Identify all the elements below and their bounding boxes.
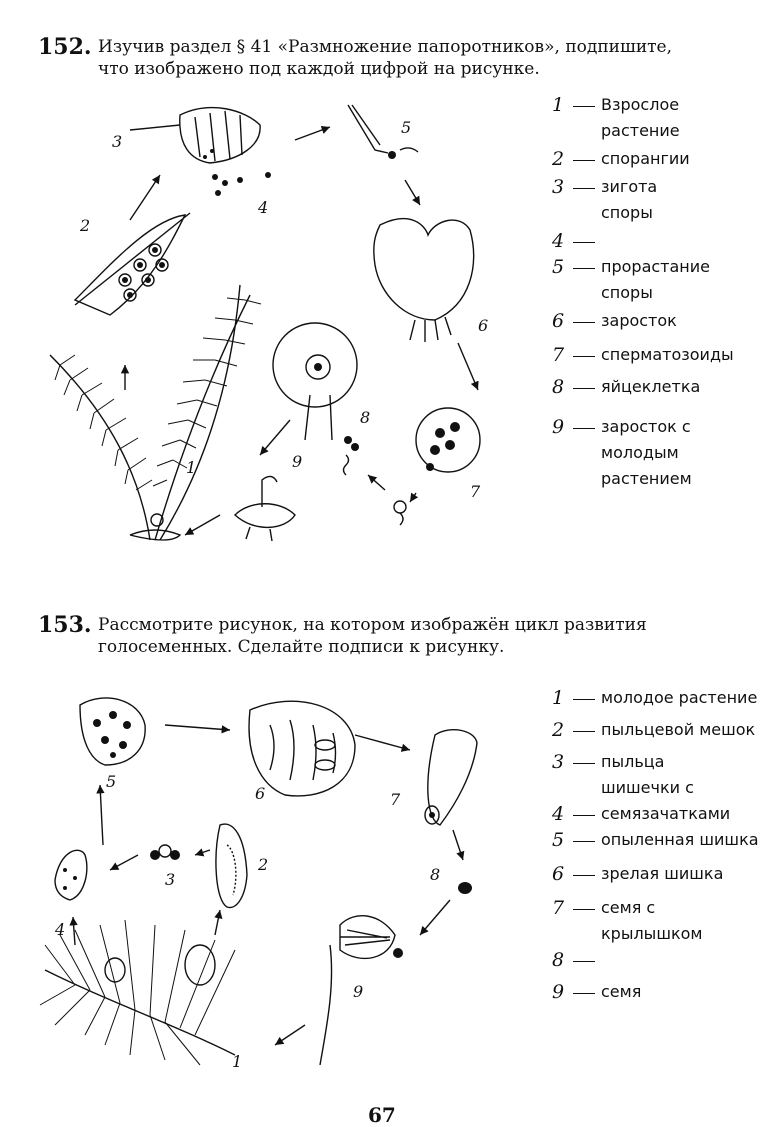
fig152-label-3: 3 xyxy=(112,132,123,151)
answer-text xyxy=(601,861,723,887)
answer-text-line: зигота xyxy=(601,177,658,196)
answer-row-5 xyxy=(552,827,767,861)
answer-row-3 xyxy=(552,749,767,801)
answer-text-line: пыльцевой мешок xyxy=(601,720,756,739)
answer-row-3 xyxy=(552,174,767,228)
answer-text xyxy=(601,749,694,801)
fig152-label-9: 9 xyxy=(292,452,303,471)
pollinated-cone-drawing xyxy=(80,698,145,765)
answer-text-line: пыльца xyxy=(601,752,665,771)
task-152-number: 152. xyxy=(38,34,92,60)
answer-line xyxy=(573,841,595,842)
fig153-label-2: 2 xyxy=(258,855,269,874)
fig152-label-8: 8 xyxy=(360,408,371,427)
answer-text-line: молодое растение xyxy=(601,688,758,707)
answer-text-line: молодым xyxy=(601,443,679,462)
answer-text xyxy=(601,685,757,711)
pollen-drawing xyxy=(150,845,180,860)
answer-text-line: сперматозоиды xyxy=(601,345,734,364)
answer-text xyxy=(601,308,677,334)
answer-row-9 xyxy=(552,414,767,494)
answer-text-line: споры xyxy=(601,283,653,302)
answer-number: 4 xyxy=(552,230,565,252)
answer-number: 3 xyxy=(552,176,565,198)
answer-text xyxy=(601,895,702,947)
fig152-label-2: 2 xyxy=(80,216,91,235)
answer-text-line: Взрослое xyxy=(601,95,680,114)
answer-line xyxy=(573,961,595,962)
fern-life-cycle-figure xyxy=(30,95,510,565)
answer-text-line: семя с xyxy=(601,898,656,917)
task153-answers xyxy=(552,685,767,1009)
answer-line xyxy=(573,106,595,107)
fig153-label-1: 1 xyxy=(232,1052,243,1071)
answer-text-line: растением xyxy=(601,469,692,488)
fig153-label-8: 8 xyxy=(430,865,441,884)
answer-row-4 xyxy=(552,801,767,827)
fig153-label-4: 4 xyxy=(55,920,66,939)
answer-number: 1 xyxy=(552,687,565,709)
answer-number: 7 xyxy=(552,897,565,919)
fig152-label-6: 6 xyxy=(478,316,489,335)
answer-text xyxy=(601,174,657,226)
answer-number: 2 xyxy=(552,148,565,170)
answer-text xyxy=(601,979,641,1005)
answer-number: 6 xyxy=(552,310,565,332)
answer-text-line: заросток с xyxy=(601,417,691,436)
answer-text xyxy=(601,92,680,144)
pinna-with-sori-drawing xyxy=(75,213,190,315)
task-153-number: 153. xyxy=(38,612,92,638)
answer-row-7 xyxy=(552,342,767,374)
answer-number: 8 xyxy=(552,949,565,971)
young-cone-drawing xyxy=(55,850,87,900)
answer-row-9 xyxy=(552,979,767,1009)
answer-number: 4 xyxy=(552,803,565,825)
answer-row-8 xyxy=(552,947,767,979)
answer-number: 8 xyxy=(552,376,565,398)
sporangium-drawing xyxy=(130,108,271,196)
page-number: 67 xyxy=(368,1103,396,1127)
answer-text-line: зрелая шишка xyxy=(601,864,724,883)
task-153-line2: голосеменных. Сделайте подписи к рисунку. xyxy=(98,637,505,657)
answer-row-2 xyxy=(552,717,767,749)
answer-line xyxy=(573,909,595,910)
fig152-label-7: 7 xyxy=(470,482,481,501)
task-152-line2: что изображено под каждой цифрой на рисунке. xyxy=(98,59,540,79)
answer-row-8 xyxy=(552,374,767,414)
answer-row-1 xyxy=(552,92,767,146)
pine-branch-drawing xyxy=(40,920,235,1065)
young-sporophyte-drawing xyxy=(235,476,295,541)
answer-text xyxy=(601,146,690,172)
seed-drawing xyxy=(458,882,472,894)
fig152-label-5: 5 xyxy=(401,118,412,137)
answer-number: 5 xyxy=(552,829,565,851)
adult-fern-drawing xyxy=(50,285,261,540)
answer-line xyxy=(573,699,595,700)
answer-number: 3 xyxy=(552,751,565,773)
answer-text xyxy=(601,827,759,853)
antheridium-drawing xyxy=(394,408,480,525)
answer-text-line: прорастание xyxy=(601,257,710,276)
answer-text xyxy=(601,717,755,743)
answer-line xyxy=(573,388,595,389)
answer-text-line: растение xyxy=(601,121,680,140)
answer-number: 2 xyxy=(552,719,565,741)
answer-line xyxy=(573,242,595,243)
answer-number: 9 xyxy=(552,416,565,438)
answer-line xyxy=(573,428,595,429)
answer-text-line: шишечки с xyxy=(601,778,694,797)
answer-line xyxy=(573,322,595,323)
answer-number: 9 xyxy=(552,981,565,1003)
answer-text-line: семя xyxy=(601,982,642,1001)
answer-number: 5 xyxy=(552,256,565,278)
fig152-label-1: 1 xyxy=(186,458,197,477)
answer-row-2 xyxy=(552,146,767,174)
answer-text-line: опыленная шишка xyxy=(601,830,759,849)
answer-text xyxy=(601,801,730,827)
answer-text-line: спорангии xyxy=(601,149,690,168)
archegonium-drawing xyxy=(273,323,359,475)
mature-cone-drawing xyxy=(249,701,355,796)
winged-seed-drawing xyxy=(425,730,477,825)
task152-answers xyxy=(552,92,767,494)
answer-text xyxy=(601,254,710,306)
fig153-label-6: 6 xyxy=(255,784,266,803)
answer-row-1 xyxy=(552,685,767,717)
task-152-line1: Изучив раздел § 41 «Размножение папоротников», подпишите, xyxy=(98,37,673,57)
pollen-sac-drawing xyxy=(216,824,247,907)
answer-line xyxy=(573,763,595,764)
prothallium-drawing xyxy=(374,219,474,342)
answer-number: 1 xyxy=(552,94,565,116)
answer-line xyxy=(573,268,595,269)
answer-line xyxy=(573,875,595,876)
answer-row-4 xyxy=(552,228,767,254)
answer-line xyxy=(573,356,595,357)
fig153-label-9: 9 xyxy=(353,982,364,1001)
fig153-label-7: 7 xyxy=(390,790,401,809)
fig153-label-5: 5 xyxy=(106,772,117,791)
answer-text-line: крылышком xyxy=(601,924,703,943)
answer-line xyxy=(573,731,595,732)
fig152-label-4: 4 xyxy=(258,198,269,217)
answer-text-line: споры xyxy=(601,203,653,222)
answer-row-5 xyxy=(552,254,767,308)
answer-row-7 xyxy=(552,895,767,947)
answer-text-line: заросток xyxy=(601,311,677,330)
answer-text xyxy=(601,374,700,400)
fig153-label-3: 3 xyxy=(165,870,176,889)
answer-line xyxy=(573,188,595,189)
answer-text-line: яйцеклетка xyxy=(601,377,701,396)
answer-row-6 xyxy=(552,308,767,342)
task-153-line1: Рассмотрите рисунок, на котором изображён цикл развития xyxy=(98,615,647,635)
answer-text-line: семязачатками xyxy=(601,804,731,823)
answer-text xyxy=(601,342,734,368)
answer-number: 6 xyxy=(552,863,565,885)
gymnosperm-life-cycle-figure xyxy=(35,685,515,1095)
answer-text xyxy=(601,414,692,492)
answer-row-6 xyxy=(552,861,767,895)
answer-number: 7 xyxy=(552,344,565,366)
answer-line xyxy=(573,815,595,816)
answer-line xyxy=(573,160,595,161)
answer-line xyxy=(573,993,595,994)
